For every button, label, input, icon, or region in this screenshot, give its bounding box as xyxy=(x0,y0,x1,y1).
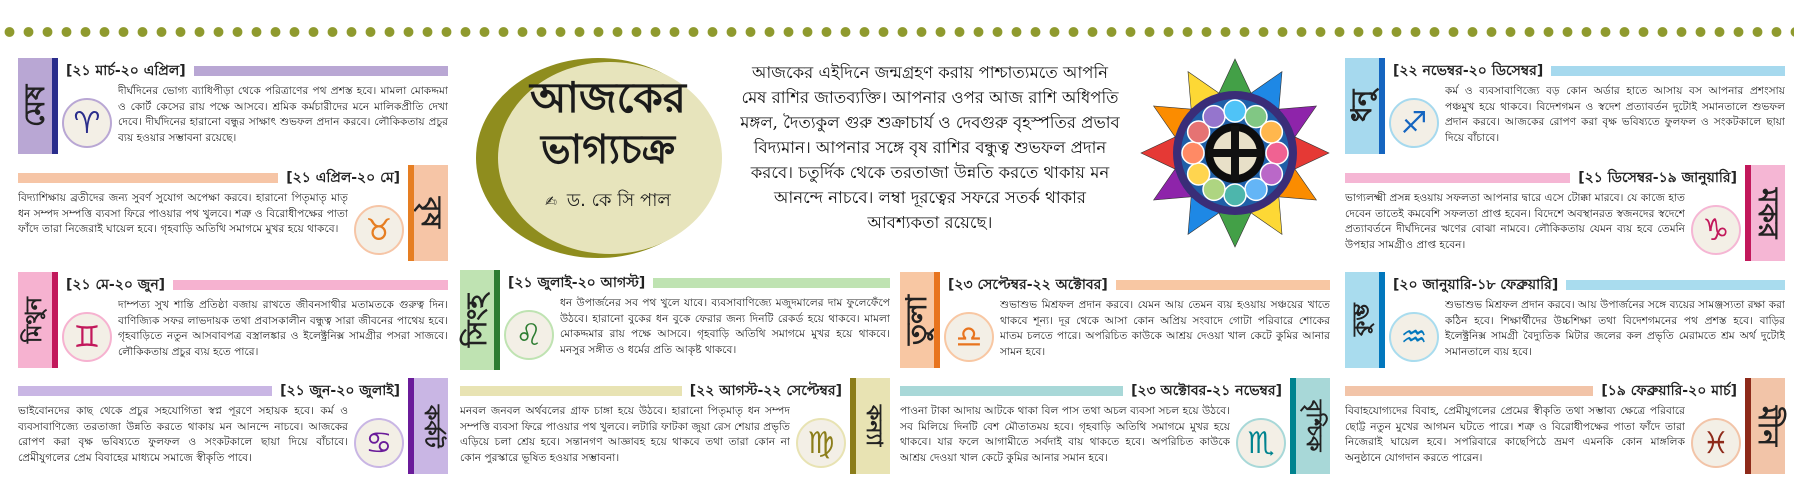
title-line-2: ভাগ্যচক্র xyxy=(540,127,676,173)
sign-date-range: [২১ মে-২০ জুন] xyxy=(66,277,166,293)
sign-name-tab xyxy=(18,272,52,368)
sign-date-range: [২১ মার্চ-২০ এপ্রিল] xyxy=(66,63,186,79)
zodiac-wheel-image xyxy=(1140,58,1330,248)
sign-forecast-text: মনবল জনবল অর্থবলের গ্রাফ চাঙ্গা হয়ে উঠবে। হারানো পিতৃমাতৃ ধন সম্পদ সম্পত্তি ব্যবসা ফিরে পাওয়ার পথ খুলবে। লটারি ফাটকা জুয়া রেস শেয়ার প্রভৃতি এড়িয়ে চলা শ্রেয় হবে। সন্তানগণ আজ্ঞাবহ হয়ে থাকবে তথা তারা কোন না কোন পুরস্কারে ভূষিত হওয়ার সম্ভাবনা। xyxy=(460,405,790,464)
sign-forecast-text: শুভাশুভ মিশ্রফল প্রদান করবে। যেমন আয় তেমন ব্যয় হওয়ায় সঞ্চয়ের খাতে থাকবে শূন্য। দূর থেকে আসা কোন অপ্রিয় সংবাদে গোটা পরিবারে শোকের মাতম চলতে পারে। অপরিচিত কাউকে আশ্রয় দেওয়া খাল কেটে কুমির আনার সামন হবে। xyxy=(1000,299,1330,358)
sign-name: মেষ xyxy=(18,84,51,128)
taurus-icon: ♉ xyxy=(354,205,404,255)
sign-color-bar xyxy=(460,386,682,396)
sign-date-range: [২১ জুন-২০ জুলাই] xyxy=(280,383,400,399)
sign-name-tab xyxy=(856,378,890,474)
sign-name-tab xyxy=(414,378,448,474)
sign-date-range: [২০ জানুয়ারি-১৮ ফেব্রুয়ারি] xyxy=(1393,277,1559,293)
sign-name: বৃষ xyxy=(415,197,448,229)
wheel-sign-medallion xyxy=(1224,184,1246,206)
sign-name: তুলা xyxy=(900,295,933,345)
wheel-sign-medallion xyxy=(1182,142,1204,164)
sign-accent-stripe xyxy=(1290,378,1296,474)
leo-icon: ♌ xyxy=(504,310,554,360)
sign-accent-stripe xyxy=(408,165,414,261)
sign-name-tab xyxy=(1345,272,1379,368)
sign-accent-stripe xyxy=(1379,272,1385,368)
sign-name: মীন xyxy=(1752,405,1785,447)
sign-color-bar xyxy=(1345,173,1570,183)
sign-name-tab xyxy=(414,165,448,261)
sign-date-range: [২৩ অক্টোবর-২১ নভেম্বর] xyxy=(1131,383,1282,399)
capricorn-icon: ♑ xyxy=(1691,205,1741,255)
sign-forecast-text: দাম্পত্য সুখ শান্তি প্রতিষ্ঠা বজায় রাখতে জীবনসাথীর মতামতকে গুরুত্ব দিন। বাণিজ্যিক সফর লাভদায়ক তথা প্রবাসকালীন বন্ধুত্ব সারা জীবনের পাথেয় হবে। গৃহবাড়িতে নতুন আসবাবপত্র বস্ত্রালঙ্কার ও ইলেক্ট্রনিক্স সামগ্রীর পসরা সাজবে। লৌকিকতায় প্রচুর ব্যয় হতে পারে। xyxy=(118,299,448,358)
sign-color-bar xyxy=(1345,386,1593,396)
sign-forecast-text: দীর্ঘদিনের ভোগ্য ব্যাধিপীড়া থেকে পরিত্রাণের পথ প্রশস্ত হবে। মামলা মোকদ্দমা ও কোর্ট কেসের রায় পক্ষে আসবে। শ্রমিক কর্মচারীদের মনে মালিকপ্রীতি দেখা দেবে। দীর্ঘদিনের হারানো বন্ধুর সাক্ষাৎ শুভফল প্রদান করবে। লৌকিকতায় প্রচুর ব্যয় হওয়ার সম্ভাবনা রয়েছে। xyxy=(118,85,448,144)
sign-name-tab xyxy=(1296,378,1330,474)
aries-icon: ♈ xyxy=(62,98,112,148)
sign-forecast-text: ভাইবোনদের কাছ থেকে প্রচুর সহযোগিতা স্বপ্ন পূরণে সহায়ক হবে। কর্ম ও ব্যবসাবাণিজ্যে তরতাজা উন্নতি করতে থাকায় মন আনন্দে নাচবে। আজকের রোপণ করা বৃক্ষ ভবিষ্যতে ফুলফল ও সংকটকালে ছায়া দিয়ে বাঁচাবে। প্রেমীযুগলের প্রেম বিবাহের মাধ্যমে সমাজে স্বীকৃতি পাবে। xyxy=(18,405,348,464)
sign-accent-stripe xyxy=(1745,378,1751,474)
sign-accent-stripe xyxy=(1745,165,1751,261)
sign-forecast-text: পাওনা টাকা আদায় আটকে থাকা বিল পাস তথা অচল ব্যবসা সচল হয়ে উঠবে। সব মিলিয়ে দিনটি বেশ মৌতাতময় হবে। গৃহবাড়ি অতিথি সমাগমে মুখর হয়ে থাকবে। যার ফলে আগামীতে সর্বদাই বায় থাকতে হবে। অপরিচিত কাউকে আশ্রয় দেওয়া খাল কেটে কুমির আনার সমান হবে। xyxy=(900,405,1230,464)
sign-date-range: [২২ আগস্ট-২২ সেপ্টেম্বর] xyxy=(689,383,842,399)
wheel-sign-medallion xyxy=(1188,163,1210,185)
sign-name: ধনু xyxy=(1345,89,1378,123)
sign-color-bar xyxy=(1566,280,1785,290)
title-line-1: আজকের xyxy=(530,73,686,122)
aquarius-icon: ♒ xyxy=(1389,312,1439,362)
sign-name-tab xyxy=(18,58,52,154)
pen-nib-icon: ✍ xyxy=(545,194,557,210)
sign-accent-stripe xyxy=(934,272,940,368)
sign-name: মকর xyxy=(1752,187,1785,239)
pisces-icon: ♓ xyxy=(1691,418,1741,468)
sign-accent-stripe xyxy=(52,272,58,368)
gemini-icon: ♊ xyxy=(62,312,112,362)
wheel-sign-medallion xyxy=(1203,106,1225,128)
sign-name-tab xyxy=(1751,378,1785,474)
sign-accent-stripe xyxy=(494,270,500,370)
wheel-sign-medallion xyxy=(1266,142,1288,164)
sign-color-bar xyxy=(173,280,448,290)
cancer-icon: ♋ xyxy=(354,418,404,468)
libra-icon: ♎ xyxy=(944,312,994,362)
sign-name: কুম্ভ xyxy=(1349,303,1374,337)
sign-date-range: [২১ জুলাই-২০ আগস্ট] xyxy=(508,275,646,291)
scorpio-icon: ♏ xyxy=(1236,418,1286,468)
sign-forecast-text: শুভাশুভ মিশ্রফল প্রদান করবে। আয় উপার্জনের সঙ্গে ব্যয়ের সামঞ্জস্যতা রক্ষা করা কঠিন হবে। শিক্ষার্থীদের উচ্চশিক্ষা তথা বিদেশগমনের পথ প্রশস্ত হবে। বাড়ির ইলেক্ট্রনিক্স সামগ্রী বৈদ্যুতিক মিটার জলের কল প্রভৃতি মেরামতে শ্রম অর্থ দুটোই সমানতালে ব্যয় হবে। xyxy=(1445,299,1785,358)
wheel-sign-medallion xyxy=(1260,121,1282,143)
title-block xyxy=(498,72,718,217)
sign-name: কর্কট xyxy=(419,404,444,448)
dotted-divider xyxy=(0,24,1794,40)
sign-date-range: [২৩ সেপ্টেম্বর-২২ অক্টোবর] xyxy=(948,277,1108,293)
sign-date-range: [১৯ ফেব্রুয়ারি-২০ মার্চ] xyxy=(1601,383,1737,399)
sign-color-bar xyxy=(1551,66,1785,76)
sign-accent-stripe xyxy=(850,378,856,474)
sign-name-tab xyxy=(1751,165,1785,261)
sign-forecast-text: ভাগ্যলক্ষ্মী প্রসন্ন হওয়ায় সফলতা আপনার দ্বারে এসে টোক্কা মারবে। যে কাজে হাত দেবেন তাতেই কমবেশি সফলতা প্রাপ্ত হবেন। বিদেশে অবস্থানরত স্বজনদের স্বদেশে প্রত্যাবর্তনে দীর্ঘদিনের ঋণের বোঝা নামবে। লৌকিকতায় যেমন ব্যয় হবে তেমনি উপহার সামগ্রীও প্রাপ্ত হবেন। xyxy=(1345,192,1685,251)
sign-accent-stripe xyxy=(52,58,58,154)
sign-name: সিংহ xyxy=(460,293,493,347)
sign-date-range: [২১ এপ্রিল-২০ মে] xyxy=(286,170,400,186)
sign-color-bar xyxy=(1116,280,1330,290)
sign-color-bar xyxy=(194,66,448,76)
sign-accent-stripe xyxy=(1379,58,1385,154)
virgo-icon: ♍ xyxy=(796,418,846,468)
sign-color-bar xyxy=(18,386,272,396)
author-line xyxy=(498,186,718,217)
sign-forecast-text: ধন উপার্জনের সব পথ খুলে যাবে। ব্যবসাবাণিজ্যে মজুদমালের দাম ফুলেফেঁপে উঠবে। হারানো বুকের ধন বুকে ফেরার জন্য দিনটি রেকর্ড হয়ে থাকবে। মামলা মোকদ্দমার রায় পক্ষে আসবে। গৃহবাড়ি অতিথি সমাগমে মুখর হয়ে থাকবে। মনসুর সঙ্গীত ও ধর্মের প্রতি আকৃষ্ট থাকবে। xyxy=(560,297,890,356)
sagittarius-icon: ♐ xyxy=(1389,98,1439,148)
sign-name: বৃশ্চিক xyxy=(1301,400,1326,452)
sign-date-range: [২১ ডিসেম্বর-১৯ জানুয়ারি] xyxy=(1578,170,1737,186)
sign-forecast-text: বিদ্যাশিক্ষায় ব্রতীদের জন্য সুবর্ণ সুযোগ অপেক্ষা করবে। হারানো পিতৃমাতৃ মাতৃ ধন সম্পদ সম্পত্তি ব্যবসা ফিরে পাওয়ার পথ খুলবে। শত্রু ও বিরোধীপক্ষের পাতা ফাঁদে তারা নিজেরাই ঘায়েল হবে। গৃহবাড়ি অতিথি সমাগমে মুখর হয়ে থাকবে। xyxy=(18,192,348,235)
sign-name-tab xyxy=(460,270,494,370)
sign-accent-stripe xyxy=(408,378,414,474)
sign-color-bar xyxy=(18,173,278,183)
wheel-sign-medallion xyxy=(1224,100,1246,122)
author-name: ড. কে সি পাল xyxy=(566,190,671,211)
sign-date-range: [২২ নভেম্বর-২০ ডিসেম্বর] xyxy=(1393,63,1544,79)
sign-color-bar xyxy=(653,278,890,288)
sign-name-tab xyxy=(900,272,934,368)
sign-name: মিথুন xyxy=(22,297,47,343)
intro-paragraph: আজকের এইদিনে জন্মগ্রহণ করায় পাশ্চাত্যমতে আপনি মেষ রাশির জাতব্যক্তি। আপনার ওপর আজ রাশি অধিপতি মঙ্গল, দৈত্যকুল গুরু শুক্রাচার্য ও দেবগুরু বৃহস্পতির প্রভাব বিদ্যমান। আপনার সঙ্গে বৃষ রাশির বন্ধুত্ব শুভফল প্রদান করবে। চতুর্দিক থেকে তরতাজা উন্নতি করতে থাকায় মন আনন্দে নাচবে। লম্বা দূরত্বের সফরে সতর্ক থাকার আবশ্যকতা রয়েছে। xyxy=(740,63,1120,232)
sign-name: কন্যা xyxy=(861,405,886,447)
sign-color-bar xyxy=(900,386,1123,396)
wheel-sign-medallion xyxy=(1245,178,1267,200)
sign-name-tab xyxy=(1345,58,1379,154)
sign-forecast-text: কর্ম ও ব্যবসাবাণিজ্যে বড় কোন অর্ডার হাতে আসায় বস আপনার প্রশংসায় পঞ্চমুখ হয়ে থাকবে। বিদেশগমন ও স্বদেশ প্রত্যাবর্তন দুটোই সমানতালে শুভফল প্রদান করবে। আজকের রোপণ করা বৃক্ষ ভবিষ্যতে ফুলফল ও সংকটকালে ছায়া দিয়ে বাঁচাবে। xyxy=(1445,85,1785,144)
sign-forecast-text: বিবাহযোগ্যদের বিবাহ, প্রেমীযুগলের প্রেমের স্বীকৃতি তথা সম্ভাব্য ক্ষেত্রে পরিবারে ছোট্ট নতুন মুখের আগমন ঘটতে পারে। শত্রু ও বিরোধীপক্ষের পাতা ফাঁদে তারা নিজেরাই ঘায়েল হবে। সপরিবারে কাছেপিঠে ভ্রমণ এমনকি কোন মাঙ্গলিক অনুষ্ঠানে যোগদান করতে পারেন। xyxy=(1345,405,1685,464)
